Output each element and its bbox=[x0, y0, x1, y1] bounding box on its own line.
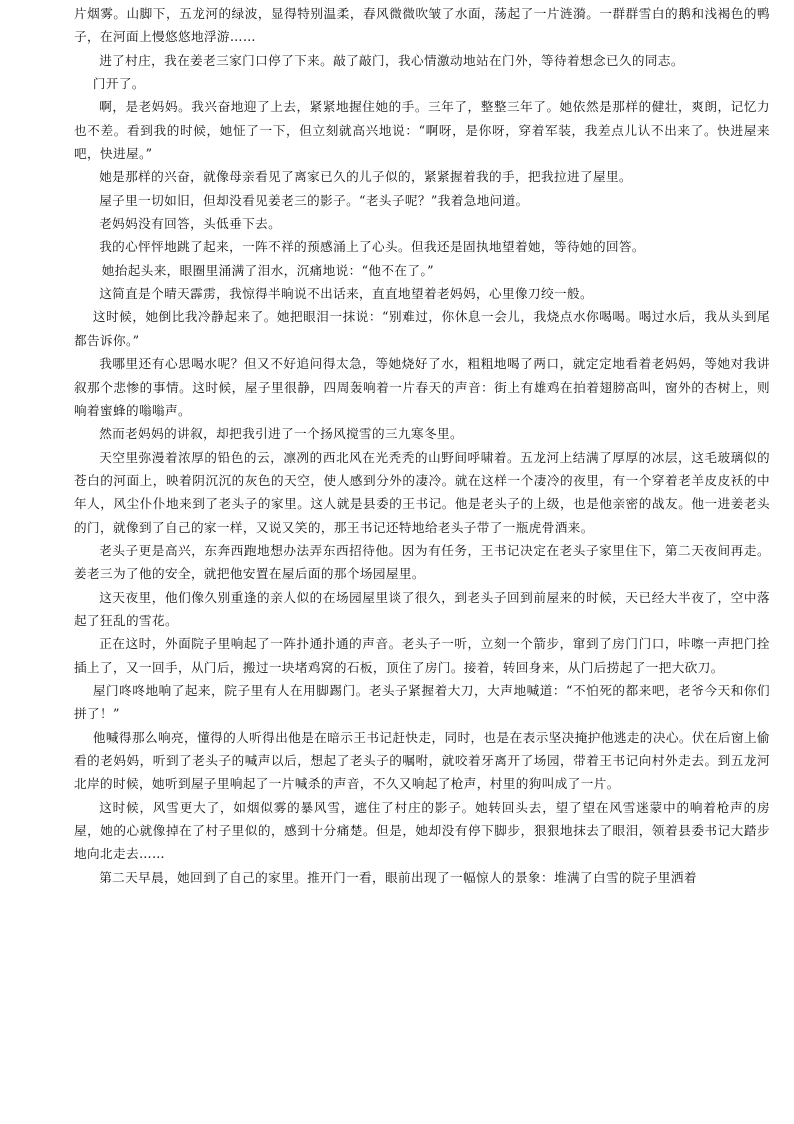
paragraph-12: 我哪里还有心思喝水呢？但又不好追问得太急，等她烧好了水，粗粗地喝了两口，就定定地看着老妈妈，等她对我讲叙那个悲惨的事情。这时候，屋子里很静，四周轰响着一片春天的声音：街上有雄鸡在拍着翅膀高叫，窗外的杏树上，则响着蜜蜂的嗡嗡声。 bbox=[74, 356, 770, 418]
paragraph-8: 我的心怦怦地跳了起来，一阵不祥的预感涌上了心头。但我还是固执地望着她，等待她的回答。 bbox=[99, 239, 645, 255]
paragraph-11: 这时候，她倒比我冷静起来了。她把眼泪一抹说：“别难过，你休息一会儿，我烧点水你喝喝。喝过水后，我从头到尾都告诉你。” bbox=[74, 309, 770, 348]
paragraph-13: 然而老妈妈的讲叙，却把我引进了一个扬风搅雪的三九寒冬里。 bbox=[99, 426, 464, 442]
paragraph-2: 进了村庄，我在姜老三家门口停了下来。敲了敲门，我心情激动地站在门外，等待着想念已久的同志。 bbox=[99, 52, 684, 68]
paragraph-10: 这简直是个晴天霹雳，我惊得半晌说不出话来，直直地望着老妈妈，心里像刀绞一般。 bbox=[99, 286, 593, 302]
paragraph-14: 天空里弥漫着浓厚的铅色的云，凛冽的西北风在光秃秃的山野间呼啸着。五龙河上结满了厚厚的冰层，这毛玻璃似的苍白的河面上，映着阴沉沉的灰色的天空，使人感到分外的凄冷。就在这样一个凄冷的夜里，有一个穿着老羊皮皮袄的中年人，风尘仆仆地来到了老头子的家里。这人就是县委的王书记。他是老头子的上级，也是他亲密的战友。他一进姜老头的门，就像到了自己的家一样，又说又笑的，那王书记还特地给老头子带了一瓶虎骨酒来。 bbox=[74, 449, 770, 535]
paragraph-21: 第二天早晨，她回到了自己的家里。推开门一看，眼前出现了一幅惊人的景象：堆满了白雪的院子里洒着 bbox=[99, 869, 697, 885]
paragraph-6: 屋子里一切如旧，但却没看见姜老三的影子。“老头子呢？”我着急地问道。 bbox=[99, 192, 529, 208]
paragraph-4: 啊，是老妈妈。我兴奋地迎了上去，紧紧地握住她的手。三年了，整整三年了。她依然是那样的健壮，爽朗，记忆力也不差。看到我的时候，她怔了一下，但立刻就高兴地说：“啊呀，是你呀，穿着军装，我差点儿认不出来了。快进屋来吧，快进屋。” bbox=[74, 99, 770, 162]
paragraph-5: 她是那样的兴奋，就像母亲看见了离家已久的儿子似的，紧紧握着我的手，把我拉进了屋里。 bbox=[99, 169, 632, 185]
paragraph-20: 这时候，风雪更大了，如烟似雾的暴风雪，遮住了村庄的影子。她转回头去，望了望在风雪迷蒙中的响着枪声的房屋，她的心就像掉在了村子里似的，感到十分痛楚。但是，她却没有停下脚步，狠狠地抹去了眼泪，领着县委书记大踏步地向北走去…… bbox=[74, 799, 770, 862]
paragraph-3: 门开了。 bbox=[92, 76, 145, 92]
paragraph-19: 他喊得那么响亮，懂得的人听得出他是在暗示王书记赶快走，同时，也是在表示坚决掩护他逃走的决心。伏在后窗上偷看的老妈妈，听到了老头子的喊声以后，想起了老头子的嘱咐，就咬着牙离开了场园，带着王书记向村外走去。到五龙河北岸的时候，她听到屋子里响起了一片喊杀的声音，不久又响起了枪声，村里的狗叫成了一片。 bbox=[74, 729, 770, 792]
paragraph-1: 片烟雾。山脚下，五龙河的绿波，显得特别温柔，春风微微吹皱了水面，荡起了一片涟漪。一群群雪白的鹅和浅褐色的鸭子，在河面上慢悠悠地浮游…… bbox=[74, 6, 770, 45]
paragraph-16: 这天夜里，他们像久别重逢的亲人似的在场园屋里谈了很久，到老头子回到前屋来的时候，天已经大半夜了，空中落起了狂乱的雪花。 bbox=[74, 589, 770, 628]
paragraph-7: 老妈妈没有回答，头低垂下去。 bbox=[99, 216, 282, 232]
paragraph-18: 屋门咚咚地响了起来，院子里有人在用脚踢门。老头子紧握着大刀，大声地喊道：“不怕死的都来吧，老爷今天和你们拼了！” bbox=[74, 682, 770, 722]
paragraph-9: 她抬起头来，眼圈里涌满了泪水，沉痛地说：“他不在了。” bbox=[101, 262, 434, 278]
paragraph-17: 正在这时，外面院子里响起了一阵扑通扑通的声音。老头子一听，立刻一个箭步，窜到了房门门口，咔嚓一声把门拴插上了，又一回手，从门后，搬过一块堵鸡窝的石板，顶住了房门。接着，转回身来，从门后捞起了一把大砍刀。 bbox=[74, 636, 770, 675]
paragraph-15: 老头子更是高兴，东奔西跑地想办法弄东西招待他。因为有任务，王书记决定在老头子家里住下，第二天夜间再走。姜老三为了他的安全，就把他安置在屋后面的那个场园屋里。 bbox=[74, 542, 770, 582]
